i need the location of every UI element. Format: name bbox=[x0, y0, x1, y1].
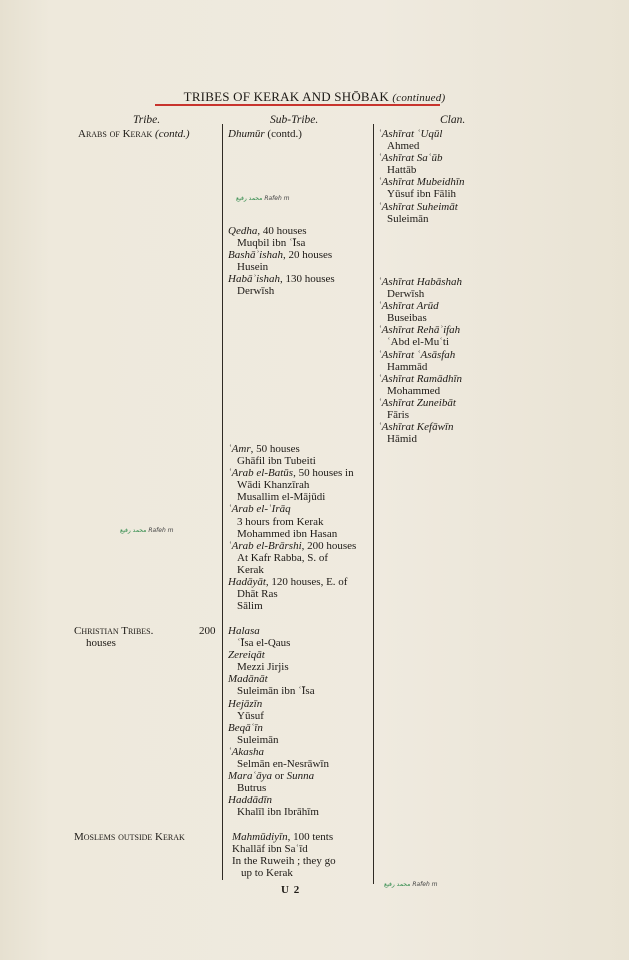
clan-name: ʿAshīrat Zuneibāt bbox=[378, 396, 456, 409]
watermark-latin: Rafeh m bbox=[412, 881, 438, 888]
clan-sheikh: Hattāb bbox=[387, 164, 417, 177]
subtribe-location: up to Kerak bbox=[241, 867, 293, 880]
clan-name: ʿAshīrat Ramādhīn bbox=[378, 372, 463, 385]
subtribe-name: Qedha bbox=[228, 225, 258, 237]
subtribe-location: At Kafr Rabba, S. of bbox=[237, 551, 329, 564]
subtribe-sheikh: Musallim el-Mājūdi bbox=[237, 491, 326, 504]
title-continued: (continued) bbox=[392, 92, 446, 104]
subtribe-sheikh: Derwīsh bbox=[237, 285, 275, 298]
clan-sheikh: Buseibas bbox=[387, 312, 427, 325]
tribe-name: Christian Tribes. bbox=[74, 625, 154, 637]
clan-sheikh: ʿAbd el-Muʿti bbox=[387, 336, 450, 349]
subtribe-name: Habāʾishah bbox=[228, 273, 280, 286]
subtribe-detail: , 20 houses bbox=[283, 249, 333, 262]
page-number: U 2 bbox=[281, 884, 301, 896]
column-header-subtribe: Sub-Tribe. bbox=[270, 114, 319, 126]
watermark-arabic: محمد رفيع bbox=[236, 195, 263, 202]
subtribe-sheikh: ʿĪsa el-Qaus bbox=[237, 637, 291, 650]
clan-sheikh: Mohammed bbox=[387, 384, 441, 397]
clan-name: ʿAshīrat Rehāʾifah bbox=[378, 324, 461, 337]
subtribe-name: Beqāʿīn bbox=[228, 721, 263, 734]
watermark-arabic: محمد رفيع bbox=[384, 881, 411, 888]
subtribe-name: Hadāyāt bbox=[228, 576, 266, 589]
subtribe-name: Halasa bbox=[228, 625, 260, 637]
subtribe-sheikh: Mezzi Jirjis bbox=[237, 661, 289, 674]
subtribe-sheikh: Butrus bbox=[237, 782, 267, 795]
subtribe-sheikh: Suleimān ibn ʿĪsa bbox=[237, 685, 315, 698]
subtribe-detail: (contd.) bbox=[264, 128, 302, 140]
watermark bbox=[236, 195, 290, 202]
subtribe-group-christian bbox=[228, 625, 329, 819]
subtribe-sheikh: Sālim bbox=[237, 600, 263, 613]
watermark-latin: Rafeh m bbox=[264, 195, 290, 202]
clan-name: ʿAshīrat Suheimāt bbox=[378, 200, 458, 213]
subtribe-name: Maraʿāya bbox=[228, 770, 272, 783]
clan-sheikh: Hāmid bbox=[387, 433, 417, 446]
subtribe-sheikh: Suleimān bbox=[237, 733, 279, 746]
subtribe-location: Kerak bbox=[237, 563, 264, 576]
subtribe-name: Haddādīn bbox=[228, 794, 272, 807]
subtribe-sheikh: Ghāfil ibn Tubeiti bbox=[237, 455, 316, 468]
subtribe-location: 3 hours from Kerak bbox=[237, 515, 324, 528]
subtribe-detail: , 50 houses in bbox=[293, 467, 354, 480]
subtribe-sheikh: Yūsuf bbox=[237, 709, 264, 722]
subtribe-detail: , 200 houses bbox=[301, 539, 357, 552]
subtribe-sheikh: Selmān en-Nesrāwīn bbox=[237, 758, 329, 771]
column-header-clan: Clan. bbox=[440, 114, 466, 126]
subtribe-name: Madānāt bbox=[228, 673, 268, 686]
clan-sheikh: Hammād bbox=[387, 360, 428, 373]
watermark-latin: Rafeh m bbox=[148, 527, 174, 534]
subtribe-sheikh: Husein bbox=[237, 261, 269, 274]
tribe-contd: (contd.) bbox=[155, 128, 190, 140]
tribe-house-count: 200 bbox=[199, 625, 216, 637]
subtribe-name: ʿArab el-Brārshi bbox=[228, 539, 302, 552]
clan-sheikh: Yūsuf ibn Fālih bbox=[387, 188, 457, 201]
clan-sheikh: Fāris bbox=[387, 409, 409, 422]
subtribe-detail: , 130 houses bbox=[279, 273, 335, 286]
subtribe-name: ʿArab el-Batūs bbox=[228, 467, 294, 480]
subtribe-name: Dhumūr bbox=[228, 128, 265, 140]
subtribe-detail: , 100 tents bbox=[287, 831, 334, 843]
column-header-tribe: Tribe. bbox=[133, 114, 161, 126]
clan-name: ʿAshīrat Habāshah bbox=[378, 276, 463, 288]
clan-name: ʿAshīrat Mubeidhīn bbox=[378, 176, 465, 189]
subtribe-location: Wādi Khanzīrah bbox=[237, 479, 310, 492]
subtribe-detail: , 120 houses, E. of bbox=[265, 576, 348, 589]
subtribe-name: Bashāʾishah bbox=[228, 249, 283, 262]
subtribe-group-amr bbox=[228, 443, 356, 612]
tribe-christian-tribes bbox=[74, 625, 220, 649]
subtribe-detail: , 50 houses bbox=[250, 443, 300, 455]
subtribe-detail: , 40 houses bbox=[257, 225, 307, 237]
column-divider-left bbox=[222, 124, 223, 880]
clan-name: ʿAshīrat Saʿūb bbox=[378, 152, 443, 165]
subtribe-qedha bbox=[228, 225, 335, 298]
subtribe-alt-name: Sunna bbox=[286, 770, 315, 783]
page-title bbox=[0, 89, 629, 105]
tribe-houses-word: houses bbox=[86, 637, 116, 649]
clan-sheikh: Derwīsh bbox=[387, 288, 425, 301]
clan-name: ʿAshīrat ʿAsāsfah bbox=[378, 348, 456, 361]
tribe-moslems-outside-kerak: Moslems outside Kerak bbox=[74, 831, 185, 843]
watermark bbox=[120, 527, 174, 534]
subtribe-name: Zereiqāt bbox=[228, 649, 265, 662]
subtribe-sheikh: Muqbil ibn ʿĪsa bbox=[237, 237, 306, 250]
clan-group-dhumur bbox=[378, 128, 464, 225]
subtribe-sheikh: Khallāf ibn Saʿīd bbox=[232, 843, 308, 856]
subtribe-or: or bbox=[272, 770, 287, 783]
subtribe-sheikh: Khalīl ibn Ibrāhīm bbox=[237, 806, 319, 819]
subtribe-name: ʿArab el-ʿIrāq bbox=[228, 503, 291, 516]
tribe-name: Arabs of Kerak bbox=[78, 128, 153, 140]
subtribe-name: ʿAmr bbox=[228, 443, 251, 455]
clan-name: ʿAshīrat Kefāwīn bbox=[378, 421, 454, 434]
title-underline bbox=[155, 104, 440, 106]
subtribe-name: Hejāzīn bbox=[228, 697, 263, 710]
subtribe-location: Dhāt Ras bbox=[237, 588, 278, 601]
clan-sheikh: Suleimān bbox=[387, 212, 429, 225]
clan-name: ʿAshīrat Arūd bbox=[378, 300, 439, 313]
clan-sheikh: Ahmed bbox=[387, 140, 420, 153]
subtribe-name: ʿAkasha bbox=[228, 745, 265, 758]
subtribe-location: In the Ruweih ; they go bbox=[232, 855, 336, 868]
clan-group-habaishah bbox=[378, 276, 462, 445]
tribe-arabs-of-kerak bbox=[78, 128, 190, 140]
subtribe-sheikh: Mohammed ibn Hasan bbox=[237, 527, 338, 540]
watermark-arabic: محمد رفيع bbox=[120, 527, 147, 534]
title-main: TRIBES OF KERAK AND SHŌBAK bbox=[183, 89, 389, 104]
watermark bbox=[384, 881, 438, 888]
subtribe-name: Mahmūdiyīn bbox=[232, 831, 288, 843]
subtribe-mahmudiyin bbox=[232, 831, 336, 879]
subtribe-dhumur bbox=[228, 128, 302, 140]
column-divider-right bbox=[373, 124, 374, 884]
clan-name: ʿAshīrat ʿUqūl bbox=[378, 128, 443, 140]
